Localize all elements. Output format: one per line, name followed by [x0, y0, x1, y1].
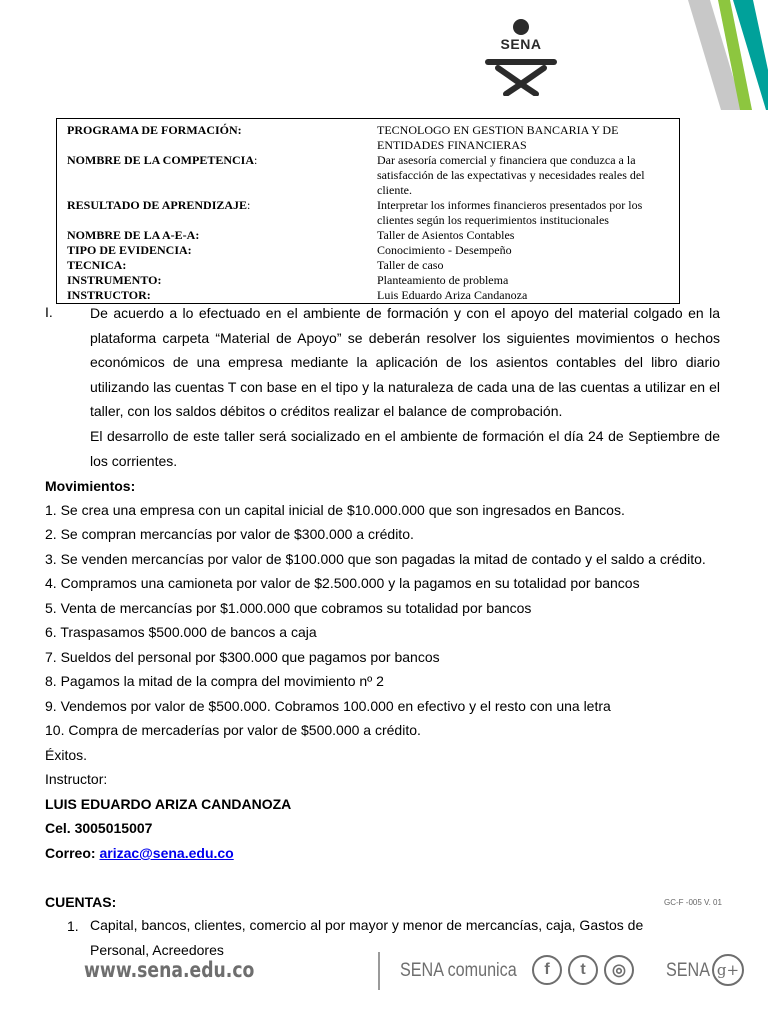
info-label: NOMBRE DE LA COMPETENCIA	[67, 153, 255, 167]
movimiento-item: 3. Se venden mercancías por valor de $100.000 que son pagadas la mitad de contado y el saldo a crédito.	[45, 551, 706, 567]
info-value: Planteamiento de problema	[377, 273, 509, 287]
instructor-label: Instructor:	[45, 771, 108, 787]
logo-text: SENA	[500, 36, 542, 52]
sena-logo-icon	[484, 18, 558, 96]
info-value: Dar asesoría comercial y financiera que conduzca a la satisfacción de las expectativas y necesidades reales del cliente.	[377, 153, 645, 197]
info-value: Conocimiento - Desempeño	[377, 243, 512, 257]
instagram-icon[interactable]	[604, 955, 634, 985]
email-label: Correo:	[45, 845, 100, 861]
footer-website[interactable]: www.sena.edu.co	[84, 958, 255, 982]
document-code: GC-F -005 V. 01	[664, 898, 722, 907]
cuentas-title: CUENTAS:	[45, 894, 117, 910]
facebook-icon[interactable]	[532, 955, 562, 985]
movimiento-item: 2. Se compran mercancías por valor de $300.000 a crédito.	[45, 526, 414, 542]
info-label-suffix: :	[254, 153, 258, 167]
info-value: TECNOLOGO EN GESTION BANCARIA Y DE ENTIDADES FINANCIERAS	[377, 123, 619, 152]
gplus-glyph: g+	[716, 961, 740, 979]
footer-separator	[378, 952, 380, 990]
movimiento-item: 9. Vendemos por valor de $500.000. Cobramos 100.000 en efectivo y el resto con una letra	[45, 698, 611, 714]
header-stripes	[568, 0, 768, 110]
instructor-name: LUIS EDUARDO ARIZA CANDANOZA	[45, 796, 292, 812]
info-label: INSTRUMENTO:	[67, 273, 162, 287]
info-label: PROGRAMA DE FORMACIÓN:	[67, 123, 242, 137]
info-label: NOMBRE DE LA A-E-A:	[67, 228, 200, 242]
cuentas-item-text: Capital, bancos, clientes, comercio al por mayor y menor de mercancías, caja, Gastos de Personal, Acreedores	[90, 917, 644, 958]
instructor-phone: Cel. 3005015007	[45, 820, 153, 836]
footer-comunica: SENA comunica	[400, 960, 517, 981]
info-table	[56, 118, 680, 304]
info-label: TIPO DE EVIDENCIA:	[67, 243, 192, 257]
info-label: INSTRUCTOR:	[67, 288, 151, 302]
movimiento-item: 10. Compra de mercaderías por valor de $500.000 a crédito.	[45, 722, 421, 738]
instagram-glyph: ◎	[612, 962, 626, 979]
movimientos-title: Movimientos:	[45, 478, 136, 494]
google-plus-icon[interactable]	[712, 954, 744, 986]
info-value: Taller de Asientos Contables	[377, 228, 515, 242]
movimiento-item: 8. Pagamos la mitad de la compra del movimiento nº 2	[45, 673, 384, 689]
movimiento-item: 7. Sueldos del personal por $300.000 que pagamos por bancos	[45, 649, 440, 665]
movimiento-item: 4. Compramos una camioneta por valor de $2.500.000 y la pagamos en su totalidad por bancos	[45, 575, 640, 591]
info-label-suffix: :	[247, 198, 251, 212]
movimiento-item: 6. Traspasamos $500.000 de bancos a caja	[45, 624, 317, 640]
footer-sena: SENA	[666, 960, 710, 981]
movimiento-item: 1. Se crea una empresa con un capital inicial de $10.000.000 que son ingresados en Bancos.	[45, 502, 625, 518]
instructions-paragraph: De acuerdo a lo efectuado en el ambiente de formación y con el apoyo del material colgado en la plataforma carpeta “Material de Apoyo” se deberán resolver los siguientes movimientos o hechos económicos de una empresa mediante la aplicación de los asientos contables del libro diario utilizando las cuentas T con base en el tipo y la naturaleza de cada una de las cuentas a utilizar en el taller, con los saldos débitos o créditos realizar el balance de comprobación.	[90, 305, 720, 419]
info-value: Luis Eduardo Ariza Candanoza	[377, 288, 528, 302]
movimiento-item: 5. Venta de mercancías por $1.000.000 que cobramos su totalidad por bancos	[45, 600, 532, 616]
instructor-email-line	[45, 845, 234, 861]
facebook-glyph: f	[544, 961, 550, 978]
email-link[interactable]: arizac@sena.edu.co	[99, 845, 234, 861]
section-numeral: I.	[45, 304, 53, 320]
info-value: Interpretar los informes financieros presentados por los clientes según los requerimientos institucionales	[377, 198, 643, 227]
info-label: RESULTADO DE APRENDIZAJE	[67, 198, 248, 212]
cuentas-item-number: 1.	[67, 918, 79, 934]
twitter-icon[interactable]	[568, 955, 598, 985]
socialization-paragraph: El desarrollo de este taller será socializado en el ambiente de formación el día 24 de Septiembre de los corrientes.	[90, 428, 720, 469]
exitos-text: Éxitos.	[45, 747, 88, 763]
info-label: TECNICA:	[67, 258, 127, 272]
info-value: Taller de caso	[377, 258, 444, 272]
twitter-glyph: t	[580, 961, 586, 978]
